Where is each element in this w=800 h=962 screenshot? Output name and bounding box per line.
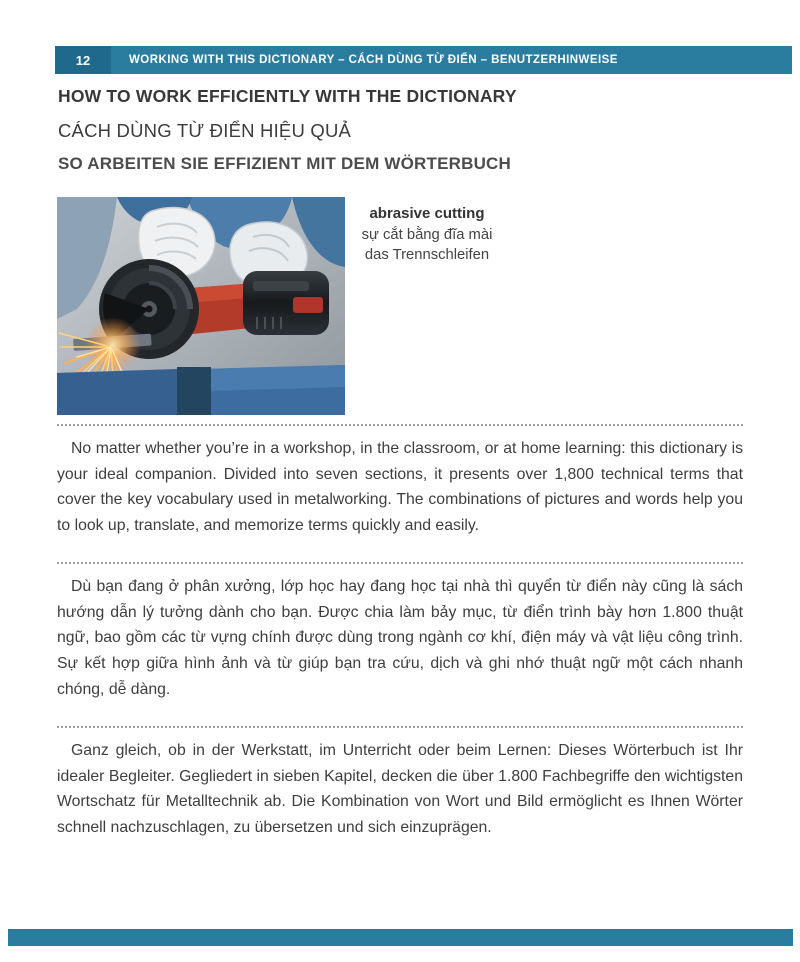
- paragraph-vi: Dù bạn đang ở phân xưởng, lớp học hay đang học tại nhà thì quyển từ điển này cũng là sách hướng dẫn lý tưởng dành cho bạn. Được chia làm bảy mục, từ điển trình bày hơn 1.800 thuật ngữ, bao gồm các từ vựng chính được dùng trong ngành cơ khí, điện máy và vật liệu công trình. Sự kết hợp giữa hình ảnh và từ giúp bạn tra cứu, dịch và ghi nhớ thuật ngữ một cách nhanh chóng, dễ dàng.: [57, 578, 743, 698]
- header-title: WORKING WITH THIS DICTIONARY – CÁCH DÙNG TỪ ĐIỂN – BENUTZERHINWEISE: [129, 54, 618, 66]
- caption-term-de: das Trennschleifen: [364, 247, 490, 263]
- dotted-separator: [57, 562, 743, 564]
- paragraph-de: Ganz gleich, ob in der Werkstatt, im Unterricht oder beim Lernen: Dieses Wörterbuch ist Ihr idealer Begleiter. Gegliedert in sieben Kapitel, decken die über 1.800 Fachbegriffe den wichtigsten Wortschatz für Metalltechnik ab. Die Kombination von Wort und Bild ermöglicht es Ihnen Wörter schnell nachzuschlagen, zu übersetzen und sich einzuprägen.: [57, 742, 743, 836]
- page-footer-bar: [8, 929, 793, 946]
- body-text-block: [57, 424, 743, 865]
- paragraph-en: No matter whether you’re in a workshop, in the classroom, or at home learning: this dictionary is your ideal companion. Divided into seven sections, it presents over 1,800 technical terms that cover the key vocabulary used in metalworking. The combinations of pictures and words help you to look up, translate, and memorize terms quickly and easily.: [57, 440, 743, 534]
- heading-de: SO ARBEITEN SIE EFFIZIENT MIT DEM WÖRTERBUCH: [58, 154, 511, 173]
- caption-term-vi: sự cắt bằng đĩa mài: [361, 227, 493, 243]
- dotted-separator: [57, 726, 743, 728]
- heading-vi: CÁCH DÙNG TỪ ĐIỂN HIỆU QUẢ: [58, 120, 352, 141]
- page-number: 12: [55, 46, 111, 74]
- page-header-bar: [55, 46, 792, 74]
- angle-grinder-illustration: [57, 197, 345, 415]
- heading-block: [58, 86, 743, 174]
- caption-term-en: abrasive cutting: [369, 205, 485, 222]
- dotted-separator: [57, 424, 743, 426]
- angle-grinder-photo: [57, 197, 345, 415]
- figure-caption: [347, 205, 507, 263]
- heading-en: HOW TO WORK EFFICIENTLY WITH THE DICTIONARY: [58, 86, 517, 106]
